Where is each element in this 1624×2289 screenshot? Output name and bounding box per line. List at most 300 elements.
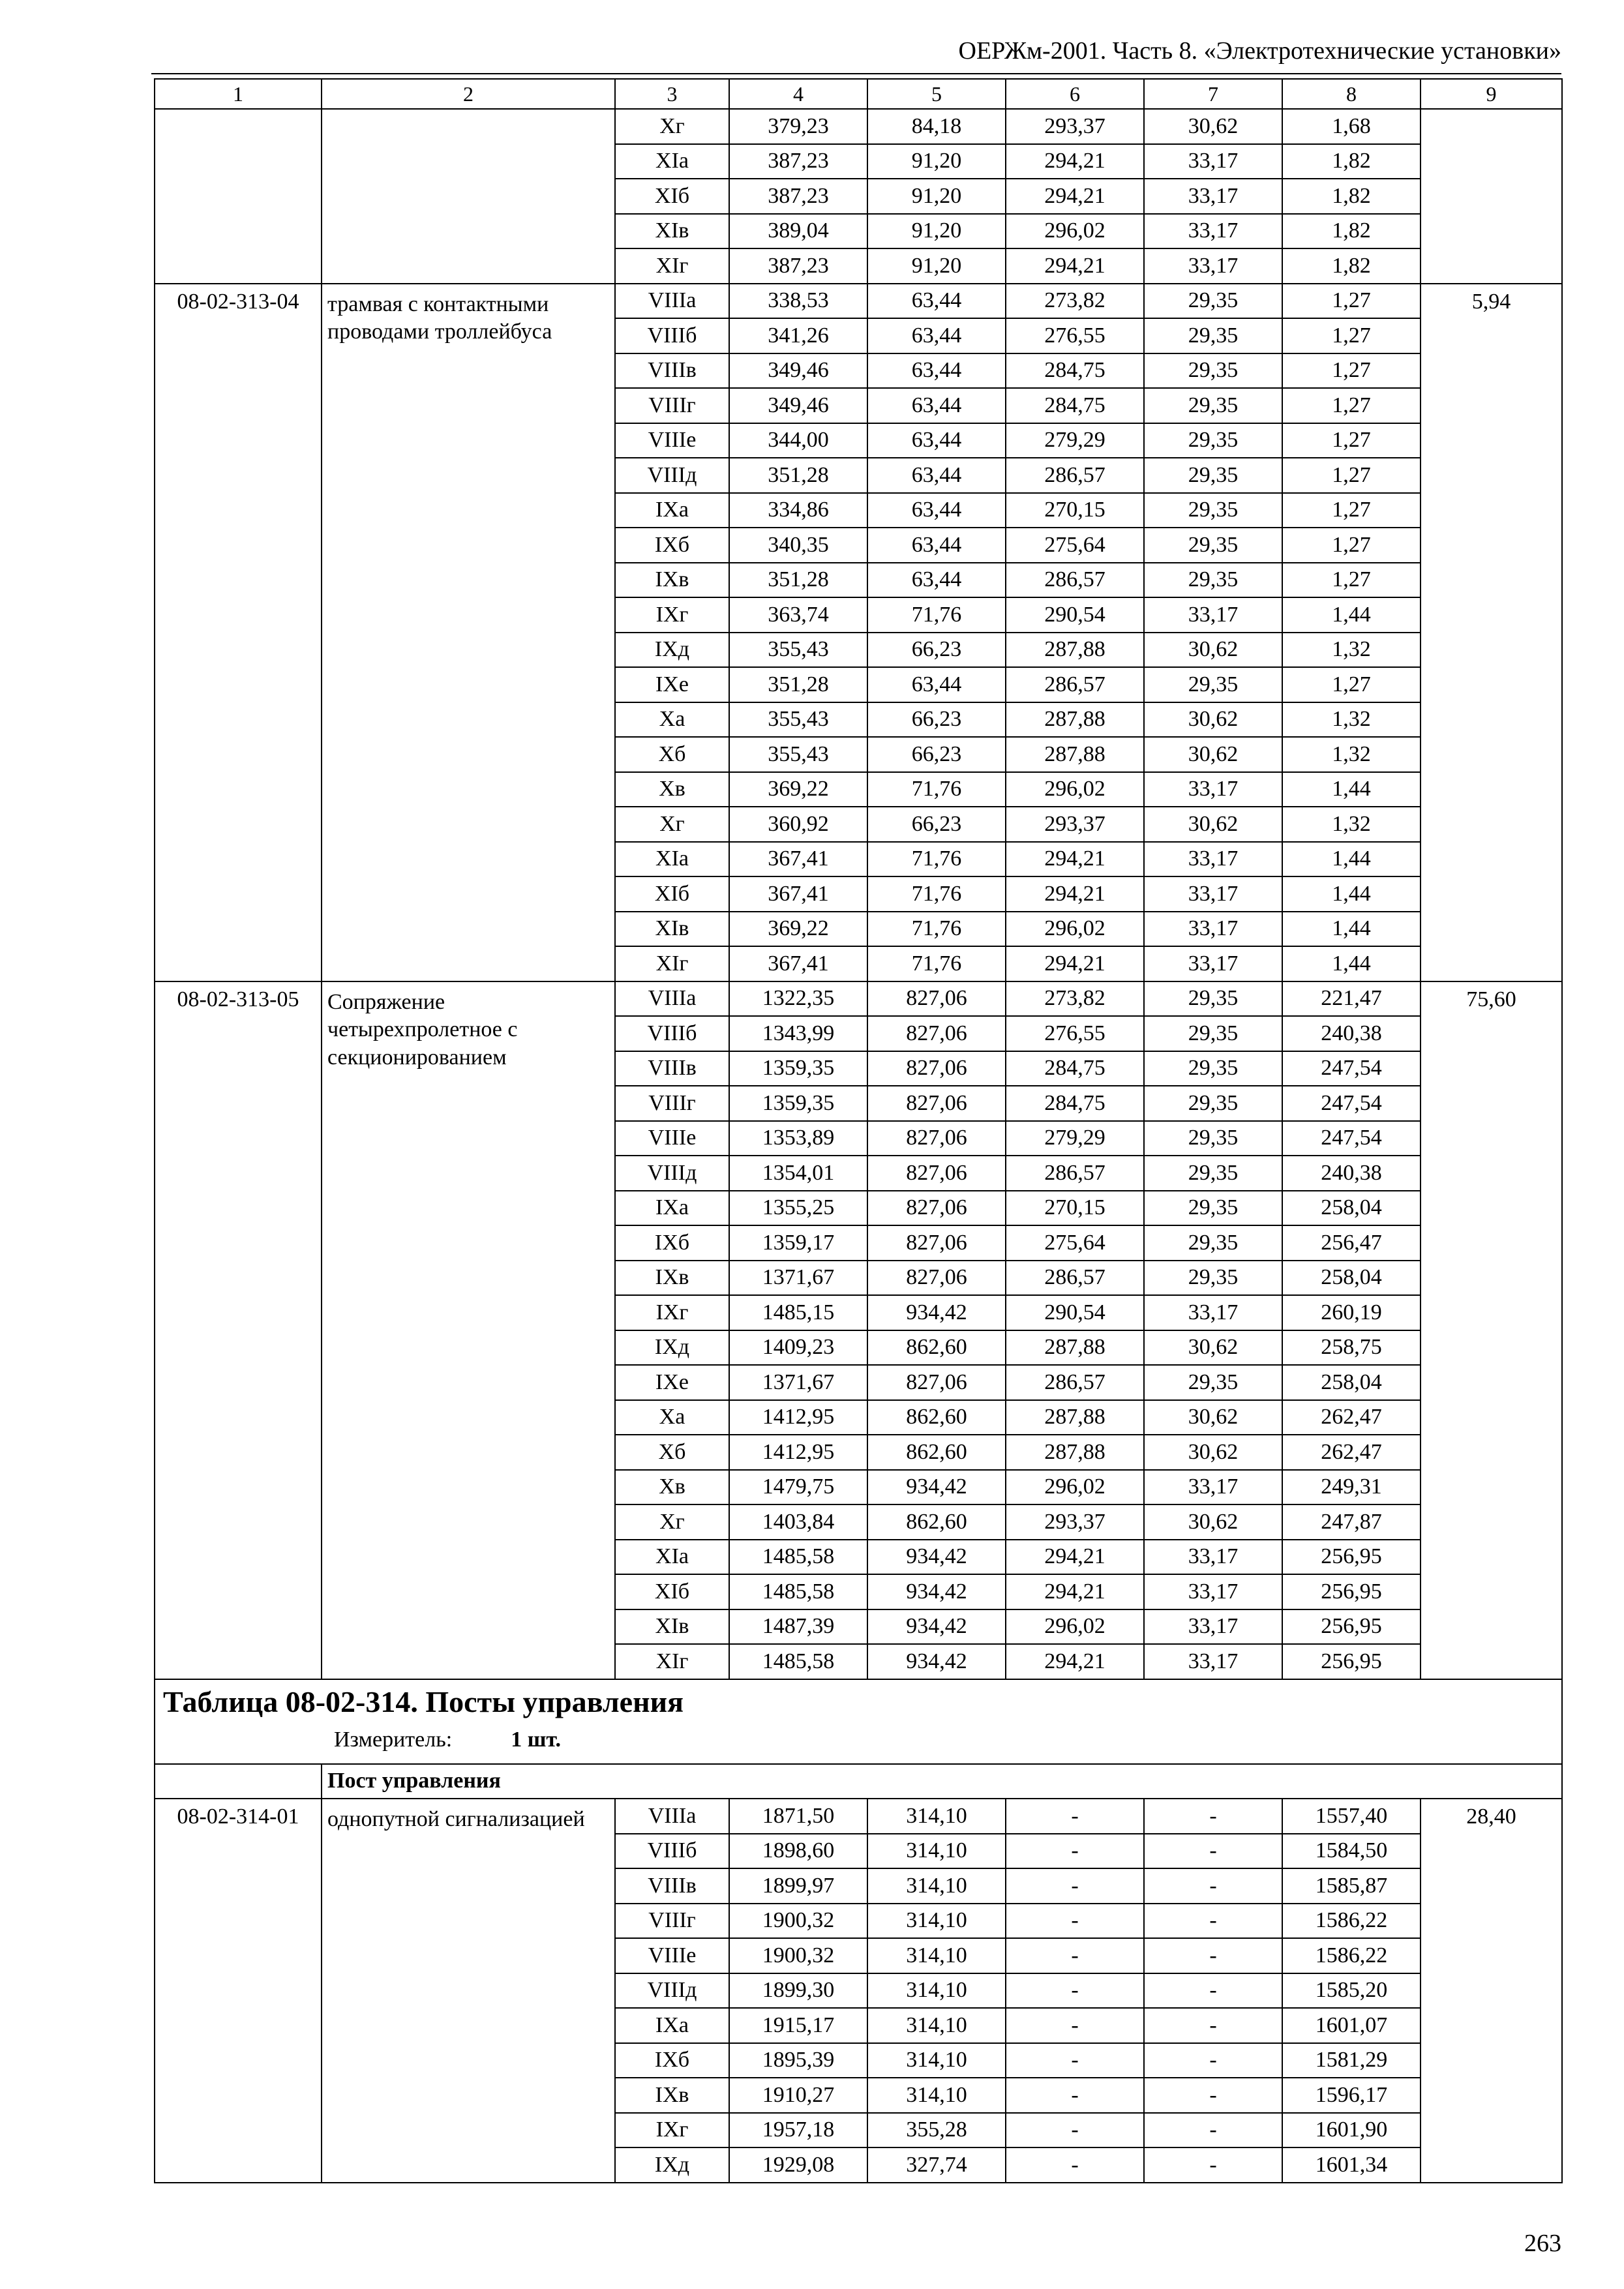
zone-cell: IХг — [615, 1295, 729, 1330]
value-cell: 1359,35 — [729, 1051, 867, 1086]
value-cell: - — [1144, 1938, 1282, 1973]
value-cell: 286,57 — [1006, 667, 1144, 702]
zone-cell: VIIIд — [615, 1973, 729, 2009]
value-cell: 33,17 — [1144, 179, 1282, 214]
value-cell: 33,17 — [1144, 1295, 1282, 1330]
rate-code — [155, 109, 322, 284]
value-cell: 247,54 — [1282, 1051, 1421, 1086]
column-9-value: 5,94 — [1421, 284, 1562, 981]
zone-cell: VIIIа — [615, 284, 729, 319]
value-cell: 1586,22 — [1282, 1904, 1421, 1939]
value-cell: 29,35 — [1144, 1121, 1282, 1156]
value-cell: 934,42 — [867, 1295, 1006, 1330]
value-cell: 367,41 — [729, 876, 867, 912]
value-cell: 1900,32 — [729, 1904, 867, 1939]
zone-cell: VIIIа — [615, 1799, 729, 1834]
value-cell: 827,06 — [867, 981, 1006, 1017]
value-cell: 1895,39 — [729, 2043, 867, 2078]
zone-cell: ХIб — [615, 876, 729, 912]
section-title-row — [155, 1679, 1562, 1764]
page-number: 263 — [1524, 2230, 1561, 2257]
value-cell: 284,75 — [1006, 1086, 1144, 1121]
value-cell: 1412,95 — [729, 1435, 867, 1470]
column-9-value: 75,60 — [1421, 981, 1562, 1679]
value-cell: 1585,20 — [1282, 1973, 1421, 2009]
column-number: 2 — [322, 79, 615, 109]
zone-cell: VIIIе — [615, 1121, 729, 1156]
value-cell: - — [1006, 2008, 1144, 2043]
value-cell: 63,44 — [867, 423, 1006, 458]
value-cell: 1,44 — [1282, 876, 1421, 912]
value-cell: 1,27 — [1282, 353, 1421, 389]
value-cell: 258,04 — [1282, 1261, 1421, 1296]
zone-cell: Хг — [615, 109, 729, 144]
value-cell: 1,27 — [1282, 493, 1421, 528]
zone-cell: VIIIб — [615, 1834, 729, 1869]
value-cell: 287,88 — [1006, 1330, 1144, 1366]
value-cell: 29,35 — [1144, 981, 1282, 1017]
zone-cell: ХIа — [615, 842, 729, 877]
column-number: 6 — [1006, 79, 1144, 109]
value-cell: 1359,17 — [729, 1225, 867, 1261]
value-cell: 273,82 — [1006, 284, 1144, 319]
value-cell: 387,23 — [729, 144, 867, 179]
zone-cell: Ха — [615, 1400, 729, 1435]
value-cell: 286,57 — [1006, 1365, 1144, 1400]
value-cell: 33,17 — [1144, 842, 1282, 877]
value-cell: 71,76 — [867, 912, 1006, 947]
value-cell: - — [1144, 1904, 1282, 1939]
value-cell: - — [1006, 2043, 1144, 2078]
value-cell: 1,27 — [1282, 667, 1421, 702]
value-cell: 63,44 — [867, 563, 1006, 598]
value-cell: 1,27 — [1282, 528, 1421, 563]
rate-description: однопутной сигнализацией — [322, 1799, 615, 2183]
value-cell: 293,37 — [1006, 109, 1144, 144]
value-cell: 862,60 — [867, 1504, 1006, 1540]
value-cell: 249,31 — [1282, 1470, 1421, 1505]
column-number: 5 — [867, 79, 1006, 109]
value-cell: 275,64 — [1006, 528, 1144, 563]
table-row — [155, 1799, 1562, 1834]
value-cell: 862,60 — [867, 1435, 1006, 1470]
value-cell: 33,17 — [1144, 946, 1282, 981]
value-cell: - — [1144, 2147, 1282, 2183]
zone-cell: ХIв — [615, 912, 729, 947]
value-cell: 286,57 — [1006, 1156, 1144, 1191]
value-cell: 355,43 — [729, 702, 867, 738]
value-cell: 314,10 — [867, 2078, 1006, 2113]
value-cell: 338,53 — [729, 284, 867, 319]
value-cell: - — [1144, 1973, 1282, 2009]
value-cell: 33,17 — [1144, 1540, 1282, 1575]
zone-cell: VIIIв — [615, 1051, 729, 1086]
value-cell: 240,38 — [1282, 1016, 1421, 1051]
value-cell: 1409,23 — [729, 1330, 867, 1366]
value-cell: 827,06 — [867, 1051, 1006, 1086]
column-number: 1 — [155, 79, 322, 109]
zone-cell: IХв — [615, 563, 729, 598]
value-cell: 827,06 — [867, 1086, 1006, 1121]
zone-cell: IХг — [615, 597, 729, 633]
value-cell: 314,10 — [867, 1973, 1006, 2009]
value-cell: 63,44 — [867, 528, 1006, 563]
value-cell: 1601,90 — [1282, 2113, 1421, 2148]
value-cell: 29,35 — [1144, 563, 1282, 598]
value-cell: 1487,39 — [729, 1609, 867, 1645]
value-cell: 314,10 — [867, 1904, 1006, 1939]
value-cell: 862,60 — [867, 1330, 1006, 1366]
value-cell: 33,17 — [1144, 1574, 1282, 1609]
value-cell: 66,23 — [867, 702, 1006, 738]
header-rule — [151, 73, 1561, 74]
value-cell: 1871,50 — [729, 1799, 867, 1834]
value-cell: 1929,08 — [729, 2147, 867, 2183]
value-cell: 327,74 — [867, 2147, 1006, 2183]
value-cell: 29,35 — [1144, 1051, 1282, 1086]
zone-cell: VIIIб — [615, 1016, 729, 1051]
value-cell: 294,21 — [1006, 179, 1144, 214]
subheading-row — [155, 1764, 1562, 1799]
zone-cell: VIIIе — [615, 1938, 729, 1973]
value-cell: 1899,30 — [729, 1973, 867, 2009]
zone-cell: IХв — [615, 2078, 729, 2113]
value-cell: - — [1006, 1868, 1144, 1904]
value-cell: 33,17 — [1144, 248, 1282, 284]
value-cell: 367,41 — [729, 842, 867, 877]
value-cell: 934,42 — [867, 1470, 1006, 1505]
rate-code: 08-02-313-05 — [155, 981, 322, 1679]
zone-cell: VIIIв — [615, 1868, 729, 1904]
value-cell: 71,76 — [867, 597, 1006, 633]
value-cell: 30,62 — [1144, 1330, 1282, 1366]
value-cell: 355,43 — [729, 633, 867, 668]
value-cell: 1584,50 — [1282, 1834, 1421, 1869]
zone-cell: ХIб — [615, 179, 729, 214]
zone-cell: ХIг — [615, 946, 729, 981]
value-cell: 240,38 — [1282, 1156, 1421, 1191]
value-cell: 1,82 — [1282, 144, 1421, 179]
value-cell: 33,17 — [1144, 876, 1282, 912]
zone-cell: Ха — [615, 702, 729, 738]
column-number: 4 — [729, 79, 867, 109]
value-cell: 1601,07 — [1282, 2008, 1421, 2043]
zone-cell: IХе — [615, 1365, 729, 1400]
zone-cell: VIIIб — [615, 318, 729, 353]
zone-cell: VIIIа — [615, 981, 729, 1017]
zone-cell: ХIв — [615, 1609, 729, 1645]
value-cell: 258,04 — [1282, 1365, 1421, 1400]
value-cell: 262,47 — [1282, 1400, 1421, 1435]
value-cell: 344,00 — [729, 423, 867, 458]
value-cell: 296,02 — [1006, 214, 1144, 249]
value-cell: 33,17 — [1144, 144, 1282, 179]
value-cell: 379,23 — [729, 109, 867, 144]
value-cell: 1586,22 — [1282, 1938, 1421, 1973]
value-cell: 296,02 — [1006, 1609, 1144, 1645]
value-cell: 286,57 — [1006, 1261, 1144, 1296]
zone-cell: IХа — [615, 493, 729, 528]
value-cell: 260,19 — [1282, 1295, 1421, 1330]
value-cell: 91,20 — [867, 144, 1006, 179]
value-cell: 827,06 — [867, 1191, 1006, 1226]
value-cell: 29,35 — [1144, 493, 1282, 528]
value-cell: 1,44 — [1282, 946, 1421, 981]
value-cell: 296,02 — [1006, 1470, 1144, 1505]
value-cell: 827,06 — [867, 1156, 1006, 1191]
value-cell: 84,18 — [867, 109, 1006, 144]
value-cell: 1,27 — [1282, 284, 1421, 319]
zone-cell: VIIIг — [615, 388, 729, 423]
value-cell: 1596,17 — [1282, 2078, 1421, 2113]
value-cell: 29,35 — [1144, 1156, 1282, 1191]
value-cell: - — [1006, 2113, 1144, 2148]
value-cell: 30,62 — [1144, 633, 1282, 668]
value-cell: 290,54 — [1006, 597, 1144, 633]
value-cell: - — [1144, 1834, 1282, 1869]
value-cell: 1343,99 — [729, 1016, 867, 1051]
value-cell: 1910,27 — [729, 2078, 867, 2113]
value-cell: 1,32 — [1282, 807, 1421, 842]
value-cell: 1485,15 — [729, 1295, 867, 1330]
zone-cell: VIIIг — [615, 1086, 729, 1121]
value-cell: 63,44 — [867, 458, 1006, 493]
zone-cell: IХб — [615, 1225, 729, 1261]
table-row — [155, 284, 1562, 319]
value-cell: 33,17 — [1144, 1644, 1282, 1679]
value-cell: 270,15 — [1006, 1191, 1144, 1226]
value-cell: 29,35 — [1144, 1016, 1282, 1051]
value-cell: 286,57 — [1006, 458, 1144, 493]
value-cell: 256,47 — [1282, 1225, 1421, 1261]
value-cell: 63,44 — [867, 667, 1006, 702]
rates-table — [154, 78, 1563, 2183]
value-cell: 355,43 — [729, 737, 867, 772]
value-cell: 1479,75 — [729, 1470, 867, 1505]
value-cell: 91,20 — [867, 214, 1006, 249]
value-cell: - — [1006, 1973, 1144, 2009]
value-cell: 287,88 — [1006, 737, 1144, 772]
zone-cell: Хб — [615, 1435, 729, 1470]
value-cell: 258,75 — [1282, 1330, 1421, 1366]
value-cell: 256,95 — [1282, 1644, 1421, 1679]
value-cell: 270,15 — [1006, 493, 1144, 528]
zone-cell: VIIIд — [615, 458, 729, 493]
value-cell: 296,02 — [1006, 912, 1144, 947]
value-cell: 1485,58 — [729, 1644, 867, 1679]
value-cell: 273,82 — [1006, 981, 1144, 1017]
column-number: 3 — [615, 79, 729, 109]
value-cell: 314,10 — [867, 1799, 1006, 1834]
value-cell: 1322,35 — [729, 981, 867, 1017]
value-cell: 221,47 — [1282, 981, 1421, 1017]
value-cell: 29,35 — [1144, 1365, 1282, 1400]
value-cell: 1353,89 — [729, 1121, 867, 1156]
value-cell: 1354,01 — [729, 1156, 867, 1191]
value-cell: 1915,17 — [729, 2008, 867, 2043]
value-cell: 30,62 — [1144, 702, 1282, 738]
value-cell: 1,27 — [1282, 318, 1421, 353]
value-cell: 29,35 — [1144, 667, 1282, 702]
value-cell: 827,06 — [867, 1261, 1006, 1296]
value-cell: 33,17 — [1144, 1470, 1282, 1505]
value-cell: 1371,67 — [729, 1365, 867, 1400]
value-cell: 71,76 — [867, 876, 1006, 912]
zone-cell: Хб — [615, 737, 729, 772]
zone-cell: IХб — [615, 528, 729, 563]
value-cell: 1,68 — [1282, 109, 1421, 144]
value-cell: 827,06 — [867, 1225, 1006, 1261]
value-cell: - — [1006, 1799, 1144, 1834]
value-cell: 29,35 — [1144, 423, 1282, 458]
value-cell: 30,62 — [1144, 807, 1282, 842]
value-cell: 1585,87 — [1282, 1868, 1421, 1904]
value-cell: 294,21 — [1006, 1574, 1144, 1609]
value-cell: 369,22 — [729, 912, 867, 947]
zone-cell: IХе — [615, 667, 729, 702]
value-cell: 1,32 — [1282, 737, 1421, 772]
zone-cell: VIIIе — [615, 423, 729, 458]
value-cell: 387,23 — [729, 179, 867, 214]
value-cell: 256,95 — [1282, 1540, 1421, 1575]
value-cell: 276,55 — [1006, 318, 1144, 353]
column-number: 7 — [1144, 79, 1282, 109]
measure-line — [334, 1729, 1554, 1751]
zone-cell: IХд — [615, 633, 729, 668]
column-number-row — [155, 79, 1562, 109]
value-cell: 262,47 — [1282, 1435, 1421, 1470]
value-cell: 389,04 — [729, 214, 867, 249]
value-cell: 934,42 — [867, 1644, 1006, 1679]
zone-cell: IХа — [615, 1191, 729, 1226]
zone-cell: ХIг — [615, 1644, 729, 1679]
value-cell: 351,28 — [729, 563, 867, 598]
value-cell: 33,17 — [1144, 1609, 1282, 1645]
value-cell: 279,29 — [1006, 423, 1144, 458]
value-cell: 296,02 — [1006, 772, 1144, 807]
value-cell: 287,88 — [1006, 702, 1144, 738]
value-cell: - — [1006, 2078, 1144, 2113]
value-cell: - — [1006, 2147, 1144, 2183]
value-cell: 934,42 — [867, 1574, 1006, 1609]
zone-cell: IХд — [615, 1330, 729, 1366]
value-cell: 1900,32 — [729, 1938, 867, 1973]
zone-cell: VIIIв — [615, 353, 729, 389]
value-cell: - — [1144, 2043, 1282, 2078]
table-row — [155, 981, 1562, 1017]
value-cell: 29,35 — [1144, 353, 1282, 389]
value-cell: 29,35 — [1144, 1261, 1282, 1296]
value-cell: 1,27 — [1282, 423, 1421, 458]
zone-cell: Хв — [615, 772, 729, 807]
value-cell: 387,23 — [729, 248, 867, 284]
measure-value: 1 шт. — [511, 1727, 562, 1752]
value-cell: 247,54 — [1282, 1121, 1421, 1156]
value-cell: 314,10 — [867, 1868, 1006, 1904]
value-cell: 33,17 — [1144, 597, 1282, 633]
value-cell: 63,44 — [867, 318, 1006, 353]
value-cell: 33,17 — [1144, 912, 1282, 947]
value-cell: 355,28 — [867, 2113, 1006, 2148]
value-cell: 1403,84 — [729, 1504, 867, 1540]
value-cell: 29,35 — [1144, 1191, 1282, 1226]
value-cell: 334,86 — [729, 493, 867, 528]
value-cell: 1898,60 — [729, 1834, 867, 1869]
subheading: Пост управления — [322, 1764, 1562, 1799]
zone-cell: ХIб — [615, 1574, 729, 1609]
value-cell: 1,44 — [1282, 912, 1421, 947]
value-cell: 1557,40 — [1282, 1799, 1421, 1834]
value-cell: 29,35 — [1144, 1225, 1282, 1261]
value-cell: 1355,25 — [729, 1191, 867, 1226]
zone-cell: VIIIд — [615, 1156, 729, 1191]
value-cell: 862,60 — [867, 1400, 1006, 1435]
value-cell: 247,54 — [1282, 1086, 1421, 1121]
zone-cell: IХб — [615, 2043, 729, 2078]
value-cell: 1371,67 — [729, 1261, 867, 1296]
value-cell: 349,46 — [729, 353, 867, 389]
value-cell: 1,32 — [1282, 702, 1421, 738]
value-cell: 30,62 — [1144, 1435, 1282, 1470]
value-cell: 934,42 — [867, 1540, 1006, 1575]
value-cell: - — [1144, 1799, 1282, 1834]
value-cell: 1,44 — [1282, 772, 1421, 807]
column-9-value — [1421, 109, 1562, 284]
value-cell: 1,27 — [1282, 458, 1421, 493]
value-cell: 91,20 — [867, 248, 1006, 284]
value-cell: 314,10 — [867, 2043, 1006, 2078]
value-cell: - — [1144, 2008, 1282, 2043]
value-cell: 275,64 — [1006, 1225, 1144, 1261]
value-cell: 71,76 — [867, 842, 1006, 877]
value-cell: 1,27 — [1282, 563, 1421, 598]
value-cell: 66,23 — [867, 737, 1006, 772]
value-cell: 71,76 — [867, 772, 1006, 807]
value-cell: 30,62 — [1144, 1504, 1282, 1540]
measure-label: Измеритель: — [334, 1727, 453, 1752]
value-cell: 287,88 — [1006, 1400, 1144, 1435]
rate-code: 08-02-313-04 — [155, 284, 322, 981]
value-cell: 293,37 — [1006, 1504, 1144, 1540]
value-cell: 30,62 — [1144, 109, 1282, 144]
value-cell: - — [1144, 2113, 1282, 2148]
value-cell: 294,21 — [1006, 1644, 1144, 1679]
zone-cell: IХд — [615, 2147, 729, 2183]
value-cell: 367,41 — [729, 946, 867, 981]
value-cell: 294,21 — [1006, 842, 1144, 877]
value-cell: 827,06 — [867, 1121, 1006, 1156]
value-cell: 360,92 — [729, 807, 867, 842]
value-cell: - — [1006, 1904, 1144, 1939]
value-cell: 314,10 — [867, 1938, 1006, 1973]
value-cell: 63,44 — [867, 493, 1006, 528]
value-cell: 33,17 — [1144, 772, 1282, 807]
value-cell: 1601,34 — [1282, 2147, 1421, 2183]
value-cell: 294,21 — [1006, 144, 1144, 179]
zone-cell: IХв — [615, 1261, 729, 1296]
value-cell: 71,76 — [867, 946, 1006, 981]
section-title: Таблица 08-02-314. Посты управления — [163, 1684, 684, 1718]
table-row — [155, 109, 1562, 144]
value-cell: 294,21 — [1006, 1540, 1144, 1575]
value-cell: 63,44 — [867, 353, 1006, 389]
value-cell: - — [1006, 1938, 1144, 1973]
value-cell: 1485,58 — [729, 1574, 867, 1609]
value-cell: 256,95 — [1282, 1609, 1421, 1645]
value-cell: 66,23 — [867, 807, 1006, 842]
value-cell: 91,20 — [867, 179, 1006, 214]
value-cell: 340,35 — [729, 528, 867, 563]
